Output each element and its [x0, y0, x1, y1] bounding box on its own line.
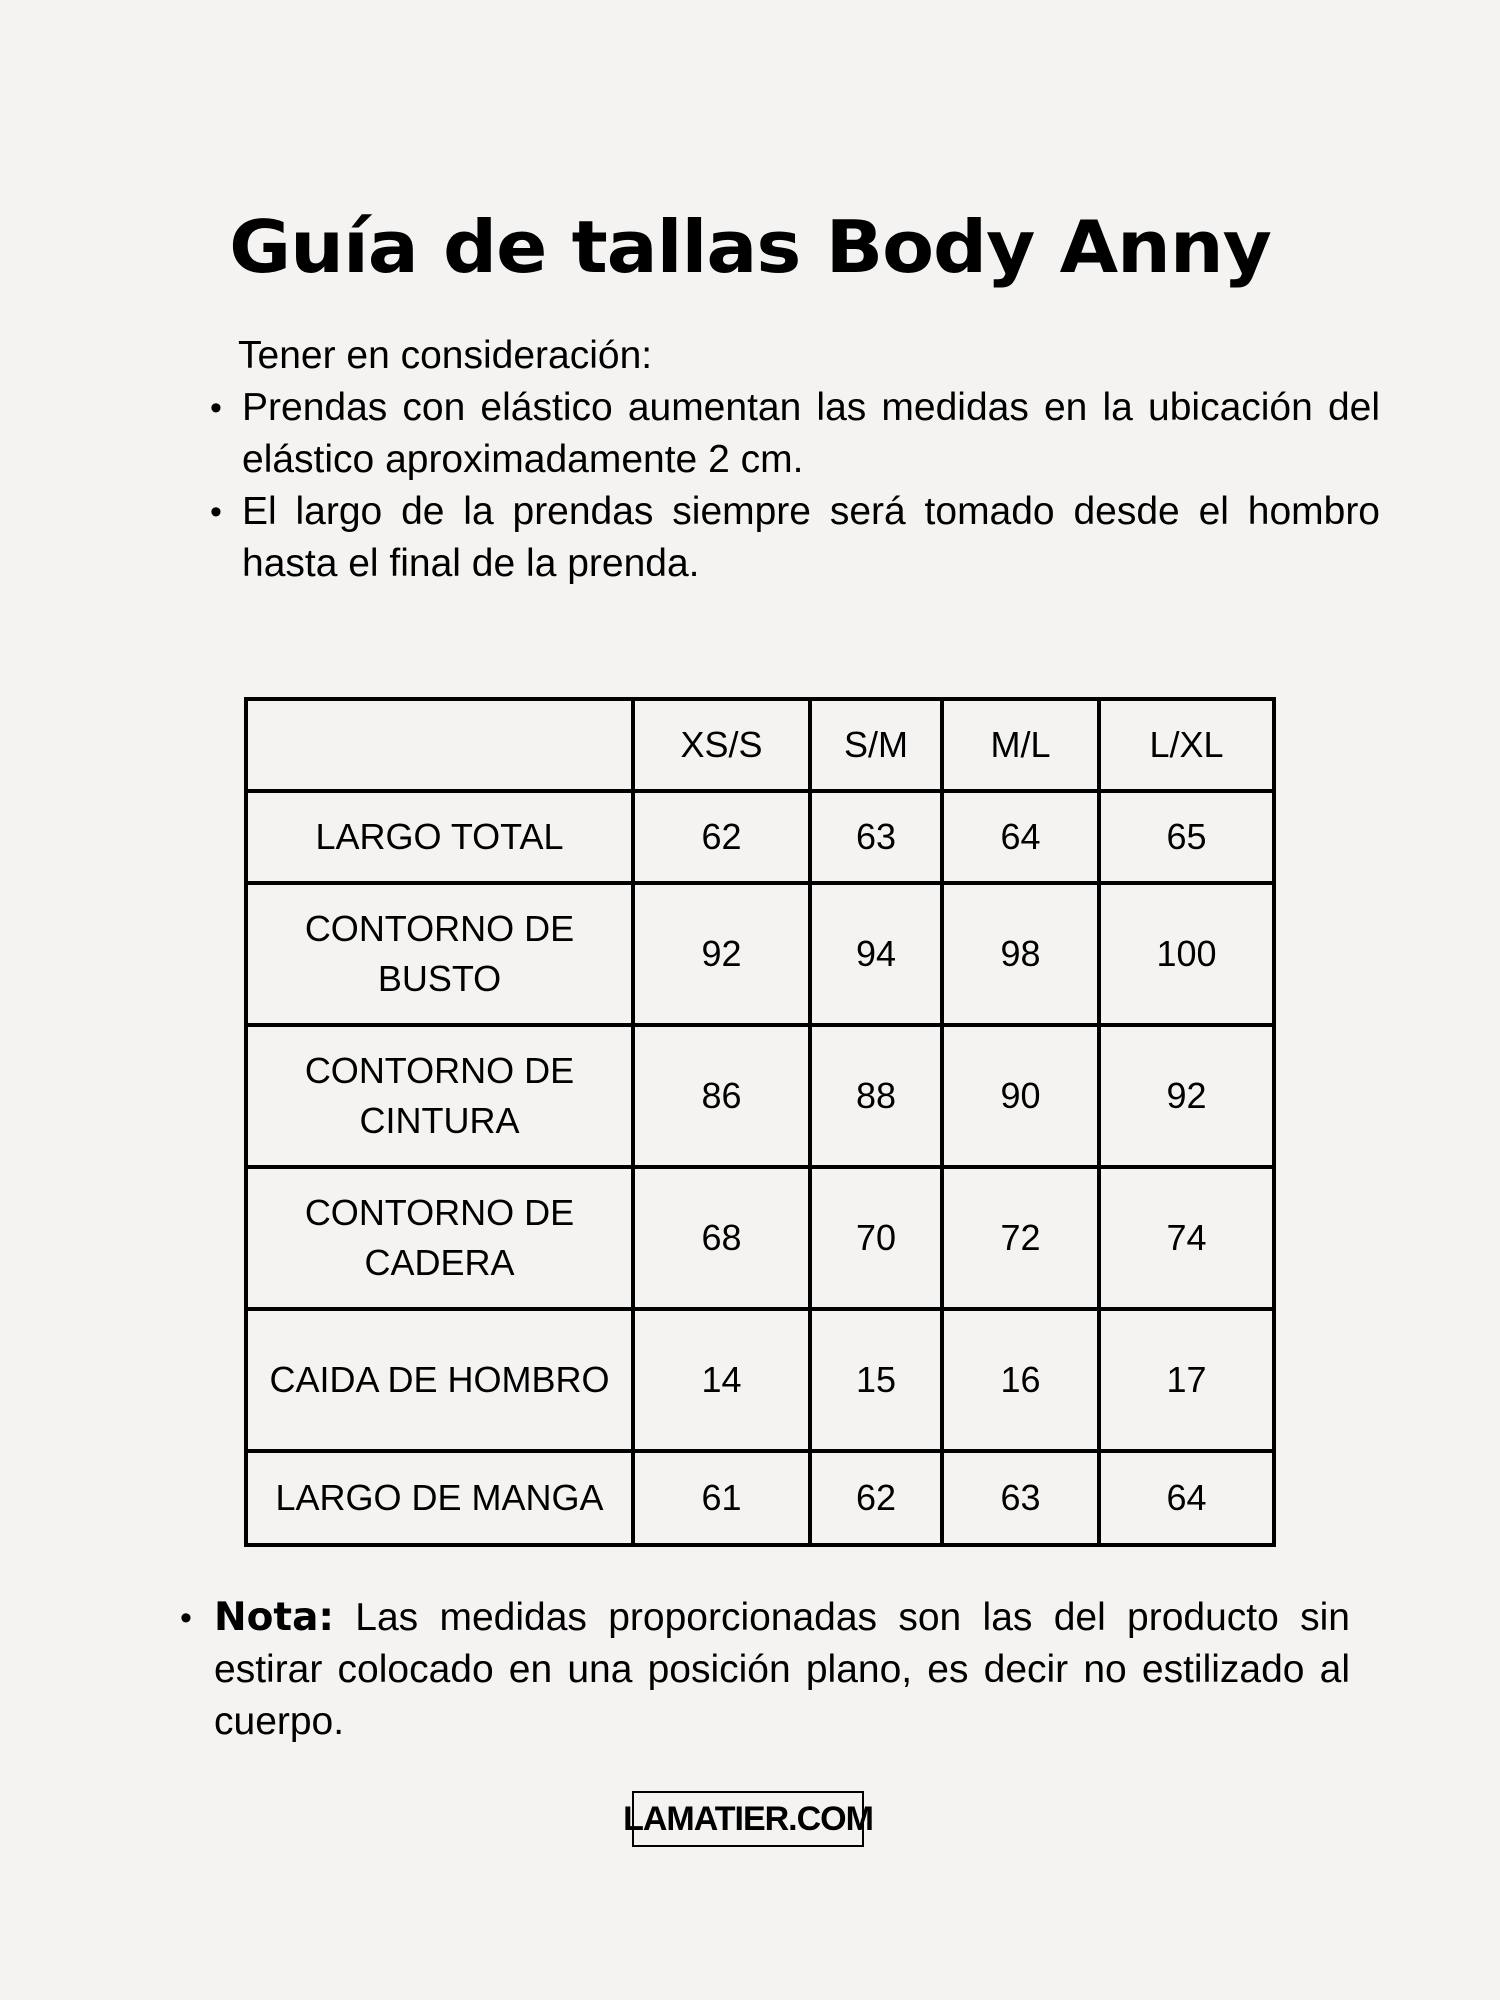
table-cell: 65 [1099, 791, 1274, 883]
intro-list [210, 382, 1380, 590]
row-label: CONTORNO DE CADERA [246, 1167, 633, 1309]
note-bullet [180, 1592, 1350, 1748]
table-row [246, 1167, 1274, 1309]
table-cell: 100 [1099, 883, 1274, 1025]
header-cell-s-m: S/M [810, 699, 942, 791]
page-title: Guía de tallas Body Anny [229, 205, 1271, 289]
table-row [246, 883, 1274, 1025]
table-cell: 62 [633, 791, 810, 883]
table-cell: 14 [633, 1309, 810, 1451]
row-label: CONTORNO DE BUSTO [246, 883, 633, 1025]
intro-section [210, 330, 1380, 590]
table-cell: 94 [810, 883, 942, 1025]
table-header-row [246, 699, 1274, 791]
table-cell: 63 [942, 1451, 1099, 1545]
size-table [244, 697, 1276, 1547]
table-row [246, 791, 1274, 883]
row-label: LARGO DE MANGA [246, 1451, 633, 1545]
table-row [246, 1025, 1274, 1167]
intro-bullet: • El largo de la prendas siempre será tomado desde el hombro hasta el final de la prenda. [210, 486, 1380, 590]
table-row [246, 1451, 1274, 1545]
table-cell: 70 [810, 1167, 942, 1309]
table-cell: 63 [810, 791, 942, 883]
note-section [180, 1592, 1350, 1748]
intro-bullet: • Prendas con elástico aumentan las medidas en la ubicación del elástico aproximadamente 2 cm. [210, 382, 1380, 486]
table-cell: 74 [1099, 1167, 1274, 1309]
table-cell: 68 [633, 1167, 810, 1309]
table-cell: 98 [942, 883, 1099, 1025]
table-cell: 64 [1099, 1451, 1274, 1545]
table-cell: 64 [942, 791, 1099, 883]
table-cell: 15 [810, 1309, 942, 1451]
table-cell: 92 [633, 883, 810, 1025]
table-row [246, 1309, 1274, 1451]
table-cell: 16 [942, 1309, 1099, 1451]
note-list [180, 1592, 1350, 1748]
table-cell: 86 [633, 1025, 810, 1167]
header-cell-xs-s: XS/S [633, 699, 810, 791]
website-badge: LAMATIER.COM [632, 1791, 864, 1847]
intro-lead: Tener en consideración: [238, 334, 653, 377]
table-cell: 61 [633, 1451, 810, 1545]
table-cell: 62 [810, 1451, 942, 1545]
table-cell: 88 [810, 1025, 942, 1167]
row-label: CAIDA DE HOMBRO [246, 1309, 633, 1451]
note-label: Nota: [214, 1595, 334, 1640]
table-cell: 72 [942, 1167, 1099, 1309]
table-cell: 92 [1099, 1025, 1274, 1167]
header-cell-m-l: M/L [942, 699, 1099, 791]
table-cell: 90 [942, 1025, 1099, 1167]
header-cell-l-xl: L/XL [1099, 699, 1274, 791]
row-label: LARGO TOTAL [246, 791, 633, 883]
header-cell-empty [246, 699, 633, 791]
note-text: Las medidas proporcionadas son las del producto sin estirar colocado en una posición plano, es decir no estilizado al cuerpo. [214, 1596, 1350, 1743]
table-cell: 17 [1099, 1309, 1274, 1451]
row-label: CONTORNO DE CINTURA [246, 1025, 633, 1167]
